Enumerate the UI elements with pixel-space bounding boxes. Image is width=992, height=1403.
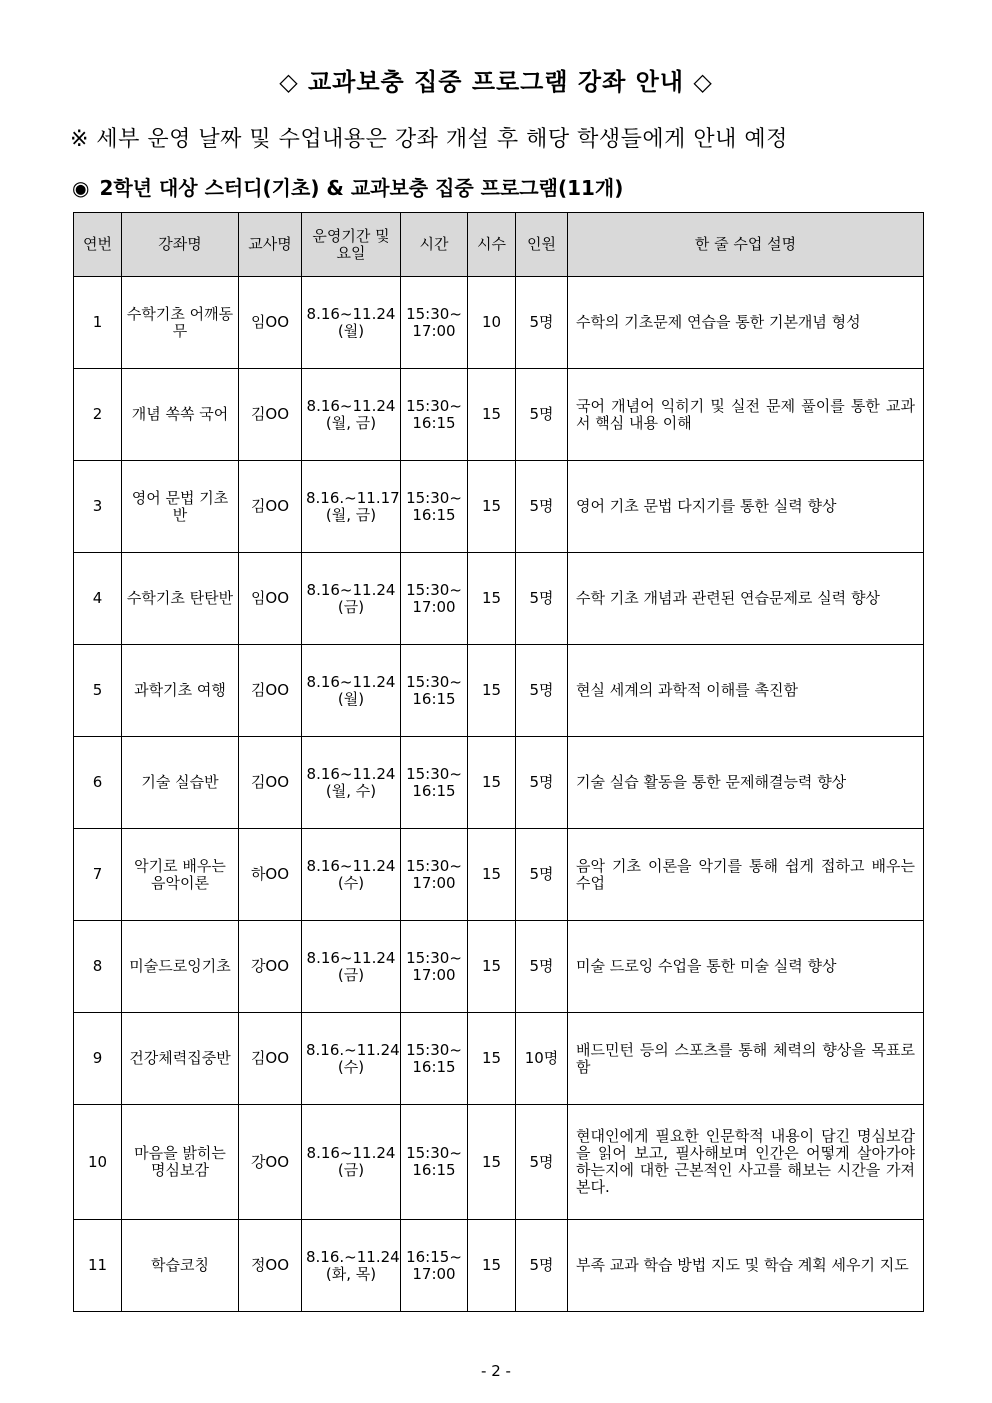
cell-people: 5명 [516,829,568,921]
cell-course: 과학기초 여행 [122,645,239,737]
cell-period: 8.16~11.24 (월, 금) [302,369,401,461]
cell-description: 음악 기초 이론을 악기를 통해 쉽게 접하고 배우는 수업 [568,829,924,921]
cell-course: 학습코칭 [122,1220,239,1312]
header-period: 운영기간 및 요일 [302,213,401,277]
cell-course: 악기로 배우는 음악이론 [122,829,239,921]
cell-no: 1 [74,277,122,369]
cell-course: 수학기초 어깨동무 [122,277,239,369]
header-no: 연번 [74,213,122,277]
cell-period: 8.16~11.24 (월) [302,645,401,737]
bullet-icon: ◉ [72,176,90,200]
cell-people: 5명 [516,1105,568,1220]
cell-time: 15:30~ 16:15 [401,1105,468,1220]
cell-time: 15:30~ 17:00 [401,829,468,921]
cell-teacher: 하OO [239,829,302,921]
cell-time: 15:30~ 17:00 [401,553,468,645]
cell-period: 8.16~11.24 (금) [302,921,401,1013]
cell-no: 10 [74,1105,122,1220]
table-row [74,1105,924,1220]
cell-people: 5명 [516,553,568,645]
cell-description: 수학의 기초문제 연습을 통한 기본개념 형성 [568,277,924,369]
table-row [74,1220,924,1312]
cell-people: 5명 [516,369,568,461]
table-header-row [74,213,924,277]
header-teacher: 교사명 [239,213,302,277]
table-row [74,1013,924,1105]
cell-time: 15:30~ 16:15 [401,645,468,737]
cell-no: 11 [74,1220,122,1312]
cell-period: 8.16~11.24 (금) [302,1105,401,1220]
notice-text: ※ 세부 운영 날짜 및 수업내용은 강좌 개설 후 해당 학생들에게 안내 예정 [70,127,788,152]
table-row [74,829,924,921]
cell-hours: 15 [468,553,516,645]
cell-time: 15:30~ 16:15 [401,1013,468,1105]
cell-hours: 15 [468,645,516,737]
cell-time: 15:30~ 17:00 [401,921,468,1013]
cell-hours: 15 [468,461,516,553]
cell-teacher: 임OO [239,277,302,369]
page-title: ◇ 교과보충 집중 프로그램 강좌 안내 ◇ [279,68,713,96]
cell-no: 8 [74,921,122,1013]
cell-time: 15:30~ 16:15 [401,461,468,553]
cell-period: 8.16~11.24 (수) [302,829,401,921]
header-course: 강좌명 [122,213,239,277]
cell-course: 수학기초 탄탄반 [122,553,239,645]
cell-description: 기술 실습 활동을 통한 문제해결능력 향상 [568,737,924,829]
program-table [73,212,924,1312]
cell-hours: 15 [468,1105,516,1220]
cell-course: 미술드로잉기초 [122,921,239,1013]
cell-people: 5명 [516,921,568,1013]
header-hours: 시수 [468,213,516,277]
cell-description: 수학 기초 개념과 관련된 연습문제로 실력 향상 [568,553,924,645]
cell-time: 16:15~ 17:00 [401,1220,468,1312]
cell-no: 5 [74,645,122,737]
cell-hours: 15 [468,921,516,1013]
cell-course: 마음을 밝히는 명심보감 [122,1105,239,1220]
cell-no: 3 [74,461,122,553]
cell-description: 영어 기초 문법 다지기를 통한 실력 향상 [568,461,924,553]
page-number: - 2 - [481,1362,511,1380]
table-row [74,369,924,461]
cell-teacher: 김OO [239,461,302,553]
cell-no: 7 [74,829,122,921]
cell-description: 부족 교과 학습 방법 지도 및 학습 계획 세우기 지도 [568,1220,924,1312]
cell-hours: 15 [468,829,516,921]
cell-hours: 15 [468,1013,516,1105]
cell-people: 5명 [516,461,568,553]
cell-people: 5명 [516,737,568,829]
cell-teacher: 강OO [239,921,302,1013]
cell-no: 2 [74,369,122,461]
cell-no: 6 [74,737,122,829]
cell-teacher: 강OO [239,1105,302,1220]
cell-teacher: 김OO [239,369,302,461]
table-row [74,737,924,829]
cell-hours: 10 [468,277,516,369]
cell-teacher: 김OO [239,737,302,829]
table-row [74,645,924,737]
cell-period: 8.16~11.24 (금) [302,553,401,645]
cell-people: 5명 [516,645,568,737]
cell-description: 현실 세계의 과학적 이해를 촉진함 [568,645,924,737]
table-row [74,921,924,1013]
header-people: 인원 [516,213,568,277]
cell-hours: 15 [468,369,516,461]
header-time: 시간 [401,213,468,277]
cell-description: 국어 개념어 익히기 및 실전 문제 풀이를 통한 교과서 핵심 내용 이해 [568,369,924,461]
cell-description: 배드민턴 등의 스포츠를 통해 체력의 향상을 목표로 함 [568,1013,924,1105]
cell-period: 8.16~11.24 (월) [302,277,401,369]
cell-period: 8.16.~11.24 (화, 목) [302,1220,401,1312]
cell-period: 8.16~11.24 (월, 수) [302,737,401,829]
cell-people: 10명 [516,1013,568,1105]
table-row [74,277,924,369]
cell-teacher: 정OO [239,1220,302,1312]
section-heading-text: 2학년 대상 스터디(기초) & 교과보충 집중 프로그램(11개) [99,176,624,200]
cell-time: 15:30~ 17:00 [401,277,468,369]
table-row [74,553,924,645]
cell-teacher: 김OO [239,645,302,737]
table-row [74,461,924,553]
cell-teacher: 김OO [239,1013,302,1105]
cell-description: 현대인에게 필요한 인문학적 내용이 담긴 명심보감을 읽어 보고, 필사해보며 인간은 어떻게 살아가야 하는지에 대한 근본적인 사고를 해보는 시간을 가져본다. [568,1105,924,1220]
cell-period: 8.16.~11.24 (수) [302,1013,401,1105]
cell-description: 미술 드로잉 수업을 통한 미술 실력 향상 [568,921,924,1013]
cell-teacher: 임OO [239,553,302,645]
cell-people: 5명 [516,1220,568,1312]
cell-course: 건강체력집중반 [122,1013,239,1105]
cell-no: 4 [74,553,122,645]
cell-time: 15:30~ 16:15 [401,369,468,461]
cell-hours: 15 [468,737,516,829]
cell-period: 8.16.~11.17 (월, 금) [302,461,401,553]
cell-no: 9 [74,1013,122,1105]
cell-people: 5명 [516,277,568,369]
cell-hours: 15 [468,1220,516,1312]
header-description: 한 줄 수업 설명 [568,213,924,277]
cell-course: 개념 쏙쏙 국어 [122,369,239,461]
cell-course: 영어 문법 기초반 [122,461,239,553]
cell-time: 15:30~ 16:15 [401,737,468,829]
cell-course: 기술 실습반 [122,737,239,829]
section-heading [72,172,623,201]
